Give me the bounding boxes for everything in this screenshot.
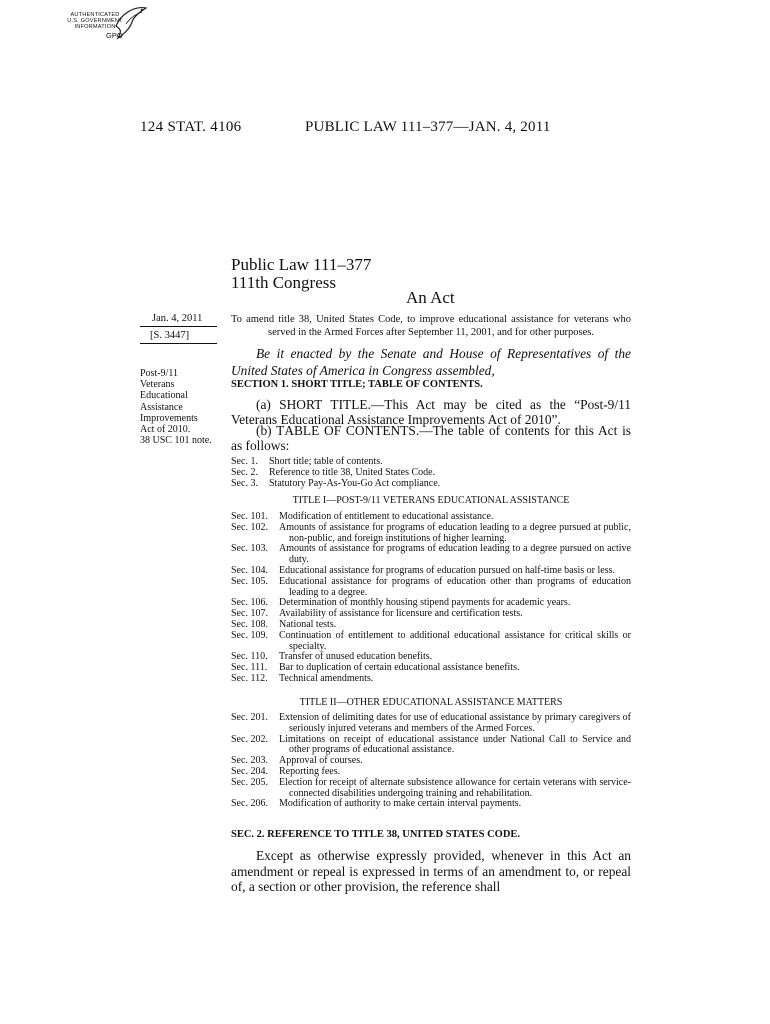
- toc-entry-text: Continuation of entitlement to additional educational assistance for critical skills or specialty.: [279, 629, 631, 652]
- para-a-label: T: [322, 397, 339, 412]
- toc-entry-text: Amounts of assistance for programs of education leading to a degree pursued on active duty.: [279, 543, 631, 566]
- margin-note-line: Post-9/11: [140, 368, 178, 379]
- toc-entry-number: Sec. 104.: [231, 564, 268, 576]
- toc-entry: [231, 631, 631, 653]
- para-b-smallcaps: ABLE OF: [284, 423, 342, 438]
- toc-entry-number: Sec. 201.: [231, 712, 268, 723]
- toc-entry-text: Extension of delimiting dates for use of educational assistance by primary caregivers of seriously injured veterans and members of the Armed Forces.: [279, 712, 631, 734]
- seal-line-2: U.S. GOVERNMENT: [67, 18, 123, 24]
- margin-date: Jan. 4, 2011: [152, 313, 203, 324]
- section-1-heading: SECTION 1. SHORT TITLE; TABLE OF CONTENTS.: [231, 379, 483, 390]
- header-public-law: PUBLIC LAW 111–377—JAN. 4, 2011: [305, 119, 551, 135]
- toc-title-1: [231, 512, 631, 685]
- toc-entry-text: Educational assistance for programs of education other than programs of education leading to a degree.: [279, 575, 631, 598]
- margin-note-line: Improvements: [140, 412, 198, 424]
- toc-entry-number: Sec. 109.: [231, 629, 268, 641]
- toc-entry-number: Sec. 106.: [231, 597, 268, 609]
- toc-entry-number: Sec. 102.: [231, 521, 268, 533]
- toc-title-2: [231, 713, 631, 810]
- para-a-smallcaps: HORT: [286, 397, 323, 412]
- margin-short-title-note: [140, 368, 226, 446]
- toc-title-2-heading: TITLE II—OTHER EDUCATIONAL ASSISTANCE MATTERS: [299, 697, 563, 708]
- section-2-text: Except as otherwise expressly provided, whenever in this Act an amendment or repeal is expressed in terms of an amendment to, or repeal of, a section or other provision, the reference shall: [231, 848, 631, 894]
- toc-entry-text: Amounts of assistance for programs of education leading to a degree pursued at public, non-public, and foreign institutions of higher learning.: [279, 521, 631, 544]
- congress-number: 111th Congress: [231, 273, 336, 292]
- para-b-smallcaps: ONTENTS: [354, 423, 416, 438]
- toc-entry-text: Approval of courses.: [279, 755, 363, 767]
- toc-entry-number: Sec. 108.: [231, 618, 268, 630]
- toc-entry-text: Modification of authority to make certain interval payments.: [279, 798, 522, 810]
- toc-entry-text: Availability of assistance for licensure and certification tests.: [279, 608, 523, 620]
- toc-entry-number: Sec. 205.: [231, 776, 268, 788]
- margin-rule: [140, 343, 217, 344]
- toc-entry-number: Sec. 103.: [231, 543, 268, 555]
- toc-entry-number: Sec. 203.: [231, 755, 268, 767]
- act-heading: An Act: [406, 288, 455, 307]
- toc-entry: [231, 479, 631, 490]
- para-a-smallcaps: ITLE: [338, 397, 368, 412]
- toc-entry: [231, 523, 631, 545]
- margin-bill-number: [S. 3447]: [150, 330, 190, 341]
- toc-entry-number: Sec. 105.: [231, 575, 268, 587]
- toc-entry: [231, 674, 631, 685]
- toc-entry: [231, 735, 631, 757]
- toc-entry: [231, 778, 631, 800]
- margin-rule: [140, 326, 217, 327]
- toc-entry-number: Sec. 204.: [231, 765, 268, 777]
- public-law-number: Public Law 111–377: [231, 255, 372, 274]
- toc-entry-text: Determination of monthly housing stipend payments for academic years.: [279, 597, 571, 609]
- margin-note-line: Veterans: [140, 379, 175, 391]
- section-2-heading: SEC. 2. REFERENCE TO TITLE 38, UNITED STATES CODE.: [231, 829, 521, 840]
- toc-entry-number: Sec. 107.: [231, 608, 268, 620]
- margin-note-line: 38 USC 101 note.: [140, 435, 212, 447]
- toc-entry-number: Sec. 110.: [231, 651, 268, 663]
- toc-entry-number: Sec. 2.: [231, 466, 258, 478]
- toc-entry-text: Short title; table of contents.: [269, 456, 383, 467]
- margin-note-line: Educational: [140, 390, 188, 402]
- para-b-label: (b) T: [256, 423, 285, 438]
- para-a-label: (a) S: [256, 397, 287, 412]
- gpo-authentication-seal: [60, 4, 160, 44]
- para-a-text: .—This Act may be cited as the “Post-9/11 Veterans Educational Assistance Improvements Act of 2010”.: [231, 397, 631, 427]
- toc-title-1-heading: TITLE I—POST-9/11 VETERANS EDUCATIONAL ASSISTANCE: [292, 495, 570, 506]
- toc-entry-number: Sec. 101.: [231, 511, 268, 522]
- toc-entry: [231, 544, 631, 566]
- toc-general: [231, 457, 631, 489]
- seal-line-3: INFORMATION: [74, 24, 116, 30]
- toc-entry-text: Transfer of unused education benefits.: [279, 651, 433, 663]
- enacting-clause: Be it enacted by the Senate and House of Representatives of the United States of America in Congress assembled,: [231, 346, 631, 378]
- toc-entry: [231, 799, 631, 810]
- eagle-icon: [112, 4, 148, 42]
- para-b-label: C: [341, 423, 355, 438]
- toc-entry-text: Reference to title 38, United States Code.: [269, 466, 436, 478]
- paragraph-table-of-contents: [231, 423, 631, 453]
- toc-entry-number: Sec. 1.: [231, 456, 258, 467]
- toc-entry-text: National tests.: [279, 618, 337, 630]
- header-stat-citation: 124 STAT. 4106: [140, 119, 242, 135]
- toc-entry-number: Sec. 206.: [231, 798, 268, 810]
- toc-entry-text: Educational assistance for programs of education pursued on half-time basis or less.: [279, 564, 616, 576]
- seal-line-1: AUTHENTICATED: [70, 12, 120, 18]
- toc-entry-text: Technical amendments.: [279, 672, 374, 684]
- toc-entry-number: Sec. 3.: [231, 477, 258, 489]
- margin-note-line: Act of 2010.: [140, 424, 191, 436]
- toc-entry-text: Reporting fees.: [279, 765, 341, 777]
- para-b-text: .—The table of contents for this Act is as follows:: [231, 423, 632, 453]
- toc-entry-text: Limitations on receipt of educational assistance under National Call to Service and other programs of educational assistance.: [279, 733, 631, 756]
- toc-entry-number: Sec. 112.: [231, 672, 268, 684]
- toc-entry-number: Sec. 111.: [231, 662, 268, 674]
- toc-entry-number: Sec. 202.: [231, 733, 268, 745]
- seal-gpo: GPO: [106, 31, 123, 40]
- margin-note-line: Assistance: [140, 401, 183, 413]
- toc-entry-text: Election for receipt of alternate subsistence allowance for certain veterans with service-connected disabilities undergoing training and rehabilitation.: [279, 776, 631, 799]
- act-purpose: To amend title 38, United States Code, to improve educational assistance for veterans who served in the Armed Forces after September 11, 2001, and for other purposes.: [231, 314, 631, 338]
- toc-entry: [231, 713, 631, 735]
- toc-entry-text: Modification of entitlement to educational assistance.: [279, 511, 494, 522]
- toc-entry: [231, 577, 631, 599]
- toc-entry-text: Statutory Pay-As-You-Go Act compliance.: [269, 477, 441, 489]
- toc-entry-text: Bar to duplication of certain educational assistance benefits.: [279, 662, 520, 674]
- toc-entry: [231, 468, 631, 479]
